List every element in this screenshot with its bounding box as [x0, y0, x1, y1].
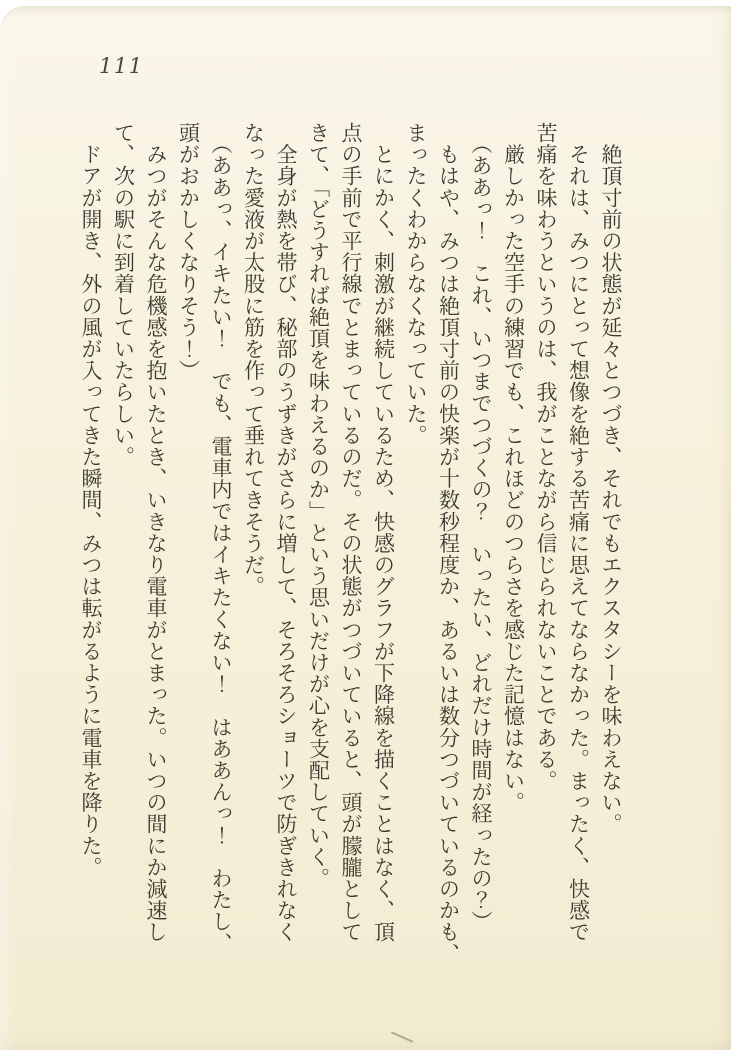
- text-column: みつがそんな危機感を抱いたとき、いきなり電車がとまった。いつの間にか減速し: [144, 122, 168, 943]
- text-column: きて、「どうすれば絶頂を味わえるのか」という思いだけが心を支配していく。: [306, 122, 331, 890]
- text-column: 頭がおかしくなりそう！）: [176, 122, 201, 382]
- text-column: 厳しかった空手の練習でも、これほどのつらさを感じた記憶はない。: [501, 122, 526, 814]
- text-column: 点の手前で平行線でとまっているのだ。その状態がつづいていると、頭が朦朧として: [339, 122, 363, 943]
- text-column: 全身が熱を帯び、秘部のうずきがさらに増して、そろそろショーツで防ぎきれなく: [274, 122, 298, 943]
- book-page: [0, 6, 731, 1050]
- text-column: 絶頂寸前の状態が延々とつづき、それでもエクスタシーを味わえない。: [599, 122, 623, 835]
- page-number: 111: [99, 54, 144, 78]
- text-column: まったくわからなくなっていた。: [404, 122, 428, 446]
- text-column: なった愛液が太股に筋を作って垂れてきそうだ。: [241, 122, 266, 598]
- text-area: [75, 122, 628, 978]
- text-column: 苦痛を味わうというのは、我がことながら信じられないことである。: [534, 122, 558, 792]
- text-column: て、次の駅に到着していたらしい。: [111, 122, 136, 468]
- text-column: とにかく、刺激が継続しているため、快感のグラフが下降線を描くことはなく、頂: [371, 122, 396, 943]
- text-column: （ああっ、イキたい！ でも、電車内ではイキたくない！ はああんっ！ わたし、: [209, 122, 233, 954]
- scan-artifact: [391, 1031, 414, 1043]
- text-column: （ああっ！ これ、いつまでつづくの？ いったい、どれだけ時間が経ったの？）: [469, 122, 493, 933]
- text-column: それは、みつにとって想像を絶する苦痛に思えてならなかった。まったく、快感で: [566, 122, 591, 943]
- text-column: ドアが開き、外の風が入ってきた瞬間、みつは転がるように電車を降りた。: [79, 122, 103, 878]
- text-column: もはや、みつは絶頂寸前の快楽が十数秒程度か、あるいは数分つづいているのかも、: [436, 122, 461, 965]
